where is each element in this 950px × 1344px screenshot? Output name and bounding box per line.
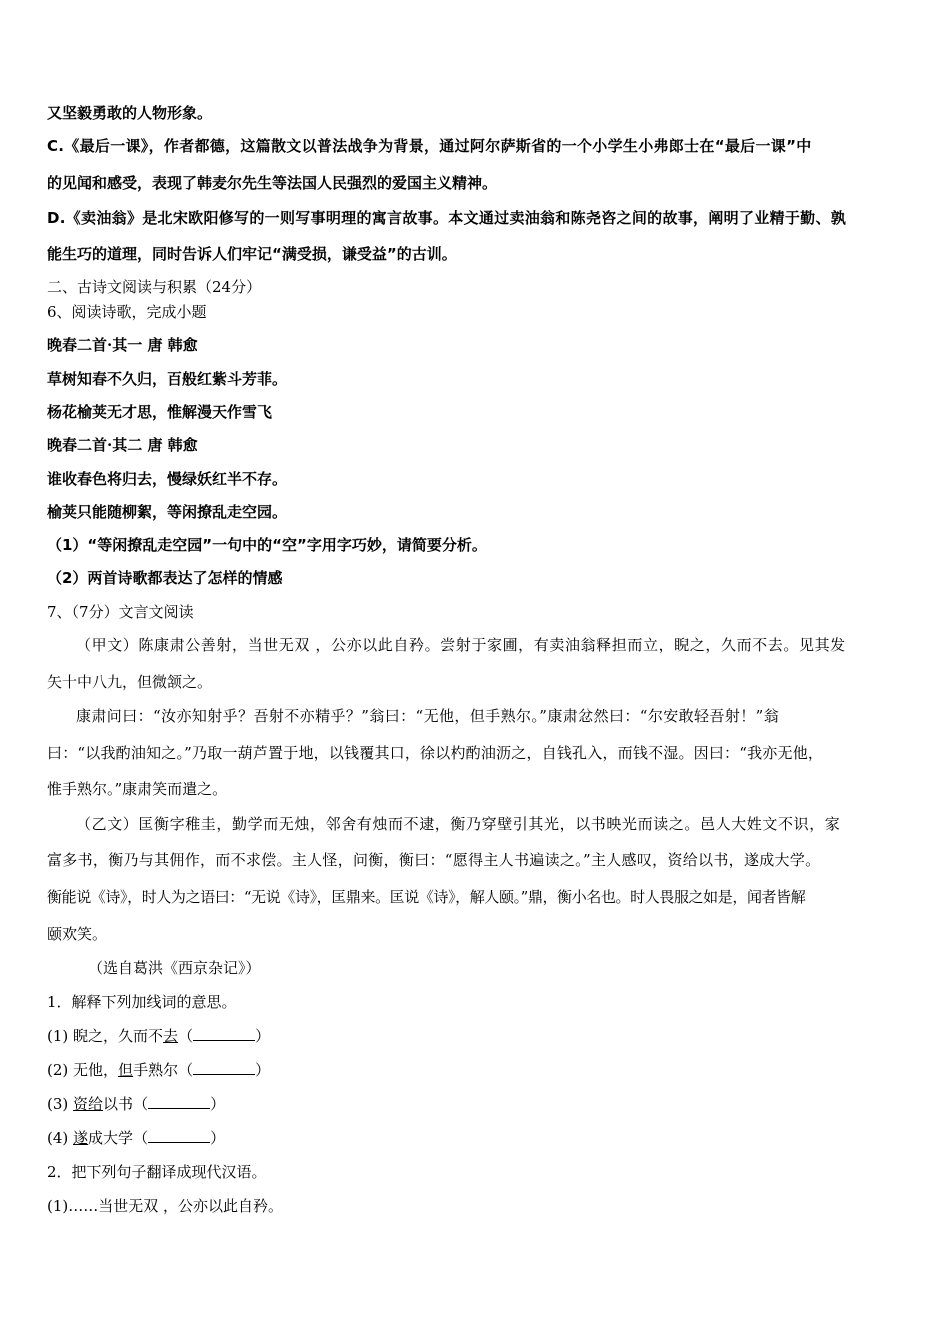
q6-sub2: （2）两首诗歌都表达了怎样的情感: [47, 569, 283, 587]
option-d-line1: D.《卖油翁》是北宋欧阳修写的一则写事明理的寓言故事。本文通过卖油翁和陈尧咨之间的故事，阐明了业精于勤、孰: [47, 209, 847, 227]
q1-item-1-open: （: [178, 1027, 194, 1045]
q1-item-1-word: 去: [163, 1027, 179, 1045]
q1-item-2-pre: 无他，: [73, 1061, 119, 1079]
answer-blank-3[interactable]: [148, 1094, 210, 1109]
jia-p2-l2: 曰：“以我酌油知之。”乃取一葫芦置于地，以钱覆其口，徐以杓酌油沥之，自钱孔入，而钱不湿。因曰：“我亦无他，: [47, 744, 824, 762]
q1-item-2-num: (2): [47, 1061, 69, 1079]
q1-item-4-close: ）: [210, 1129, 226, 1147]
option-c-line1: C.《最后一课》，作者都德，这篇散文以普法战争为背景，通过阿尔萨斯省的一个小学生小弗郎士在“最后一课”中: [47, 137, 812, 155]
yi-l3: 衡能说《诗》，时人为之语曰：“无说《诗》，匡鼎来。匡说《诗》，解人颐。”鼎，衡小名也。时人畏服之如是，闻者皆解: [47, 888, 806, 906]
q1-item-3: [47, 1094, 225, 1114]
q1-item-2-open: （: [178, 1061, 194, 1079]
q6-sub1: （1）“等闲撩乱走空园”一句中的“空”字用字巧妙，请简要分析。: [47, 536, 487, 554]
poem2-title: 晚春二首·其二 唐 韩愈: [47, 436, 198, 454]
answer-blank-2[interactable]: [193, 1060, 255, 1075]
q1-item-4-post: 成大学: [88, 1129, 134, 1147]
q1-item-3-num: (3): [47, 1095, 69, 1113]
intro-tail: 又坚毅勇敢的人物形象。: [47, 104, 213, 122]
yi-l1: （乙文）匡衡字稚圭，勤学而无烛，邻舍有烛而不逮，衡乃穿壁引其光，以书映光而读之。邑人大姓文不识，家: [76, 815, 841, 833]
q1-item-4-num: (4): [47, 1129, 69, 1147]
q7-sub2-title: 2．把下列句子翻译成现代汉语。: [47, 1163, 267, 1181]
option-d-line2: 能生巧的道理，同时告诉人们牢记“满受损，谦受益”的古训。: [47, 245, 457, 263]
poem1-title: 晚春二首·其一 唐 韩愈: [47, 336, 198, 354]
q7-title: 7、（7分）文言文阅读: [47, 603, 194, 621]
q1-item-1-close: ）: [255, 1027, 271, 1045]
jia-p2-l1: 康肃问曰：“汝亦知射乎？吾射不亦精乎？”翁曰：“无他，但手熟尔。”康肃忿然曰：“尔安敢轻吾射！”翁: [76, 707, 780, 725]
source-note: （选自葛洪《西京杂记》）: [88, 959, 261, 977]
q1-item-2-post: 手熟尔: [133, 1061, 179, 1079]
poem1-line1: 草树知春不久归，百般红紫斗芳菲。: [47, 370, 288, 388]
poem1-line2: 杨花榆荚无才思，惟解漫天作雪飞: [47, 403, 273, 421]
q1-item-4-word: 遂: [73, 1129, 89, 1147]
q1-item-3-word: 资给: [73, 1095, 104, 1113]
jia-p1-l1: （甲文）陈康肃公善射，当世无双 ，公亦以此自矜。尝射于家圃，有卖油翁释担而立，睨之，久而不去。见其发: [76, 636, 846, 654]
q1-item-1-pre: 睨之，久而不: [73, 1027, 164, 1045]
q1-item-3-open: （: [133, 1095, 149, 1113]
q1-item-4: [47, 1128, 225, 1148]
q1-item-2: [47, 1060, 270, 1080]
poem2-line2: 榆荚只能随柳絮，等闲撩乱走空园。: [47, 503, 288, 521]
yi-l2: 富多书，衡乃与其佣作，而不求偿。主人怪，问衡，衡曰：“愿得主人书遍读之。”主人感叹，资给以书，遂成大学。: [47, 851, 821, 869]
section2-title: 二、古诗文阅读与积累（24分）: [47, 278, 262, 296]
q1-item-1-num: (1): [47, 1027, 69, 1045]
q6-title: 6、阅读诗歌，完成小题: [47, 303, 207, 321]
q1-item-2-word: 但: [118, 1061, 134, 1079]
q1-item-4-open: （: [133, 1129, 149, 1147]
q1-item-2-close: ）: [255, 1061, 271, 1079]
answer-blank-4[interactable]: [148, 1128, 210, 1143]
jia-p1-l2: 矢十中八九，但微颔之。: [47, 673, 213, 691]
q1-item-3-post: 以书: [103, 1095, 134, 1113]
option-c-line2: 的见闻和感受，表现了韩麦尔先生等法国人民强烈的爱国主义精神。: [47, 174, 498, 192]
q2-item-1: (1)……当世无双 ，公亦以此自矜。: [47, 1197, 284, 1215]
poem2-line1: 谁收春色将归去，慢绿妖红半不存。: [47, 470, 288, 488]
q1-item-1: [47, 1026, 270, 1046]
q1-item-3-close: ）: [210, 1095, 226, 1113]
jia-p2-l3: 惟手熟尔。”康肃笑而遣之。: [47, 780, 228, 798]
answer-blank-1[interactable]: [193, 1026, 255, 1041]
q7-sub1-title: 1．解释下列加线词的意思。: [47, 993, 237, 1011]
yi-l4: 颐欢笑。: [47, 925, 108, 943]
